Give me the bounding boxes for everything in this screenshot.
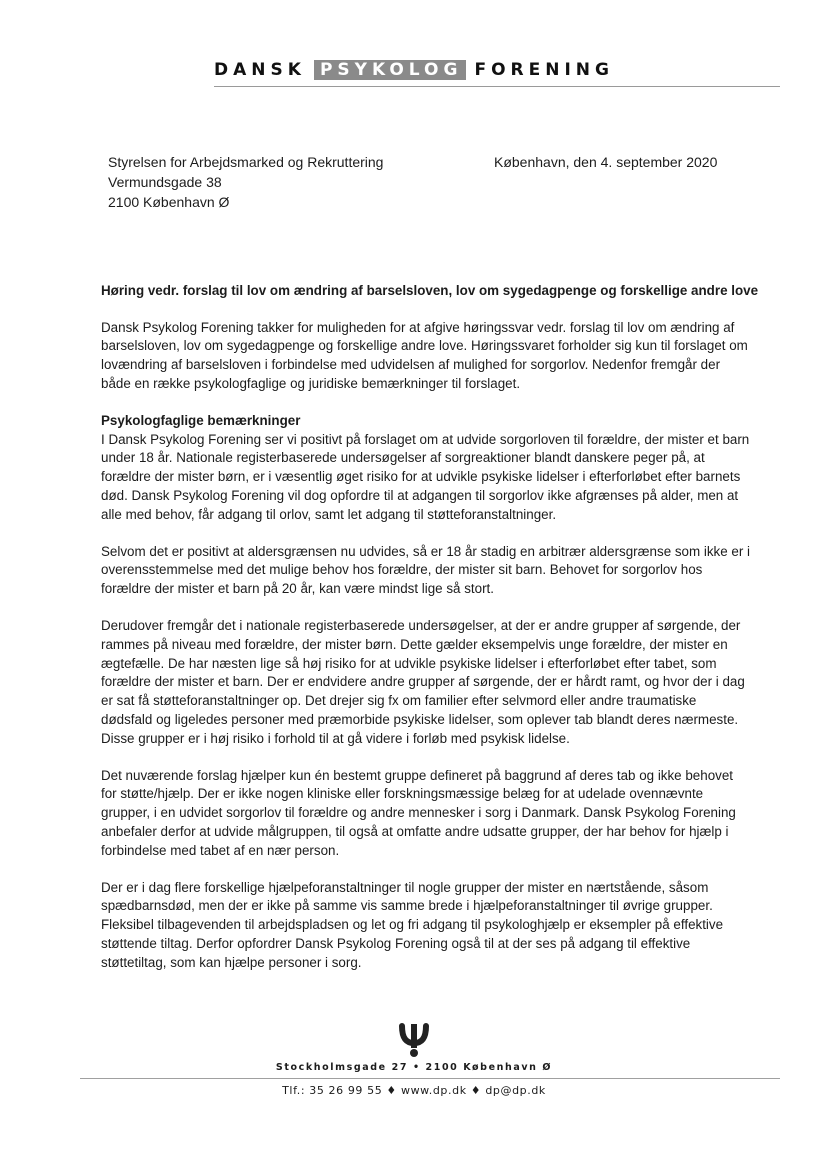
footer-address: Stockholmsgade 27 • 2100 København Ø: [275, 1062, 553, 1073]
recipient-line-2: Vermundsgade 38: [108, 174, 222, 190]
subject-line: Høring vedr. forslag til lov om ændring af barselsloven, lov om sygedagpenge og forskellige andre love: [101, 283, 759, 298]
letterhead: [0, 60, 828, 80]
letter-date: København, den 4. september 2020: [494, 154, 718, 170]
letterhead-word-dansk: DANSK: [214, 60, 306, 80]
intro-paragraph: Dansk Psykolog Forening takker for muligheden for at afgive høringssvar vedr. forslag til lov om ændring af barselsloven, lov om sygedagpenge og forskellige andre love. Høringssvaret forholder sig kun til forslaget om lovændring af barselsloven i forbindelse med udvidelsen af mulighed for sorgorlov. Nedenfor fremgår der både en række psykologfaglige og juridiske bemærkninger til forslaget.: [101, 319, 748, 391]
body-paragraph-1: I Dansk Psykolog Forening ser vi positivt på forslaget om at udvide sorgorloven til forældre, der mister et barn under 18 år. Nationale registerbaserede undersøgelser af sorgreaktioner blandt danskere peger på, at forældre der mister børn, er i væsentlig øget risiko for at udvikle psykiske lidelser i efterforløbet efter barnets død. Dansk Psykolog Forening vil dog opfordre til at adgangen til sorgorlov ikke afgrænses på alder, men at alle med behov, får adgang til orlov, samt let adgang til støtteforanstaltninger.: [101, 431, 750, 522]
recipient-address: [108, 152, 383, 212]
letterhead-word-psykolog: PSYKOLOG: [314, 60, 467, 80]
body-paragraph-4: Det nuværende forslag hjælper kun én bestemt gruppe defineret på baggrund af deres tab og ikke behovet for støtte/hjælp. Der er ikke nogen kliniske eller forskningsmæssige belæg for at udelade ovennævnte grupper, i en udvidet sorgorlov til forældre og andre mennesker i sorg i Danmark. Dansk Psykolog Forening anbefaler derfor at udvide målgruppen, til også at omfatte andre udsatte grupper, der har behov for hjælp i forbindelse med tabet af en nær person.: [101, 767, 736, 858]
letterhead-rule: [214, 86, 780, 87]
body-paragraph-5: Der er i dag flere forskellige hjælpeforanstaltninger til nogle grupper der mister en nærtstående, såsom spædbarnsdød, men der er ikke på samme vis samme brede i hjælpeforanstaltninger til øvrige grupper. Fleksibel tilbagevenden til arbejdspladsen og let og fri adgang til psykologhjælp er eksempler på effektive støttende tiltag. Derfor opfordrer Dansk Psykolog Forening også til at der ses på adgang til effektive støttetiltag, som kan hjælpe personer i sorg.: [101, 879, 724, 970]
recipient-line-3: 2100 København Ø: [108, 194, 230, 210]
recipient-line-1: Styrelsen for Arbejdsmarked og Rekruttering: [108, 154, 384, 170]
body-paragraph-3: Derudover fremgår det i nationale registerbaserede undersøgelser, at der er andre grupper af sørgende, der rammes på niveau med forældre, der mister børn. Dette gælder eksempelvis unge forældre, der mister en ægtefælle. De har næsten lige så høj risiko for at udvikle psykiske lidelser i efterforløbet efter tabet, som forældre der mister et barn. Der er endvidere andre grupper af sørgende, der er hårdt ramt, og hvor der i dag er sat få støtteforanstaltninger op. Det drejer sig fx om familier efter selvmord eller andre traumatiske dødsfald og ligeledes personer med præmorbide psykiske lidelser, som oplever tab blandt deres nærmeste. Disse grupper er i høj risiko i forhold til at gå videre i forløb med psykisk lidelse.: [101, 618, 745, 746]
footer-rule: [80, 1078, 780, 1079]
letter-body: [101, 282, 759, 991]
footer-contact: Tlf.: 35 26 99 55 ♦ www.dp.dk ♦ dp@dp.dk: [282, 1084, 546, 1097]
section-heading: Psykologfaglige bemærkninger: [101, 413, 301, 429]
psi-icon: [396, 1022, 432, 1058]
body-paragraph-2: Selvom det er positivt at aldersgrænsen nu udvides, så er 18 år stadig en arbitrær aldersgrænse som ikke er i overensstemmelse med det mulige behov hos forældre, der mister sit barn. Behovet for sorgorlov hos forældre der mister et barn på 20 år, kan være mindst lige så stort.: [101, 543, 751, 597]
letterhead-word-forening: FORENING: [474, 60, 614, 80]
